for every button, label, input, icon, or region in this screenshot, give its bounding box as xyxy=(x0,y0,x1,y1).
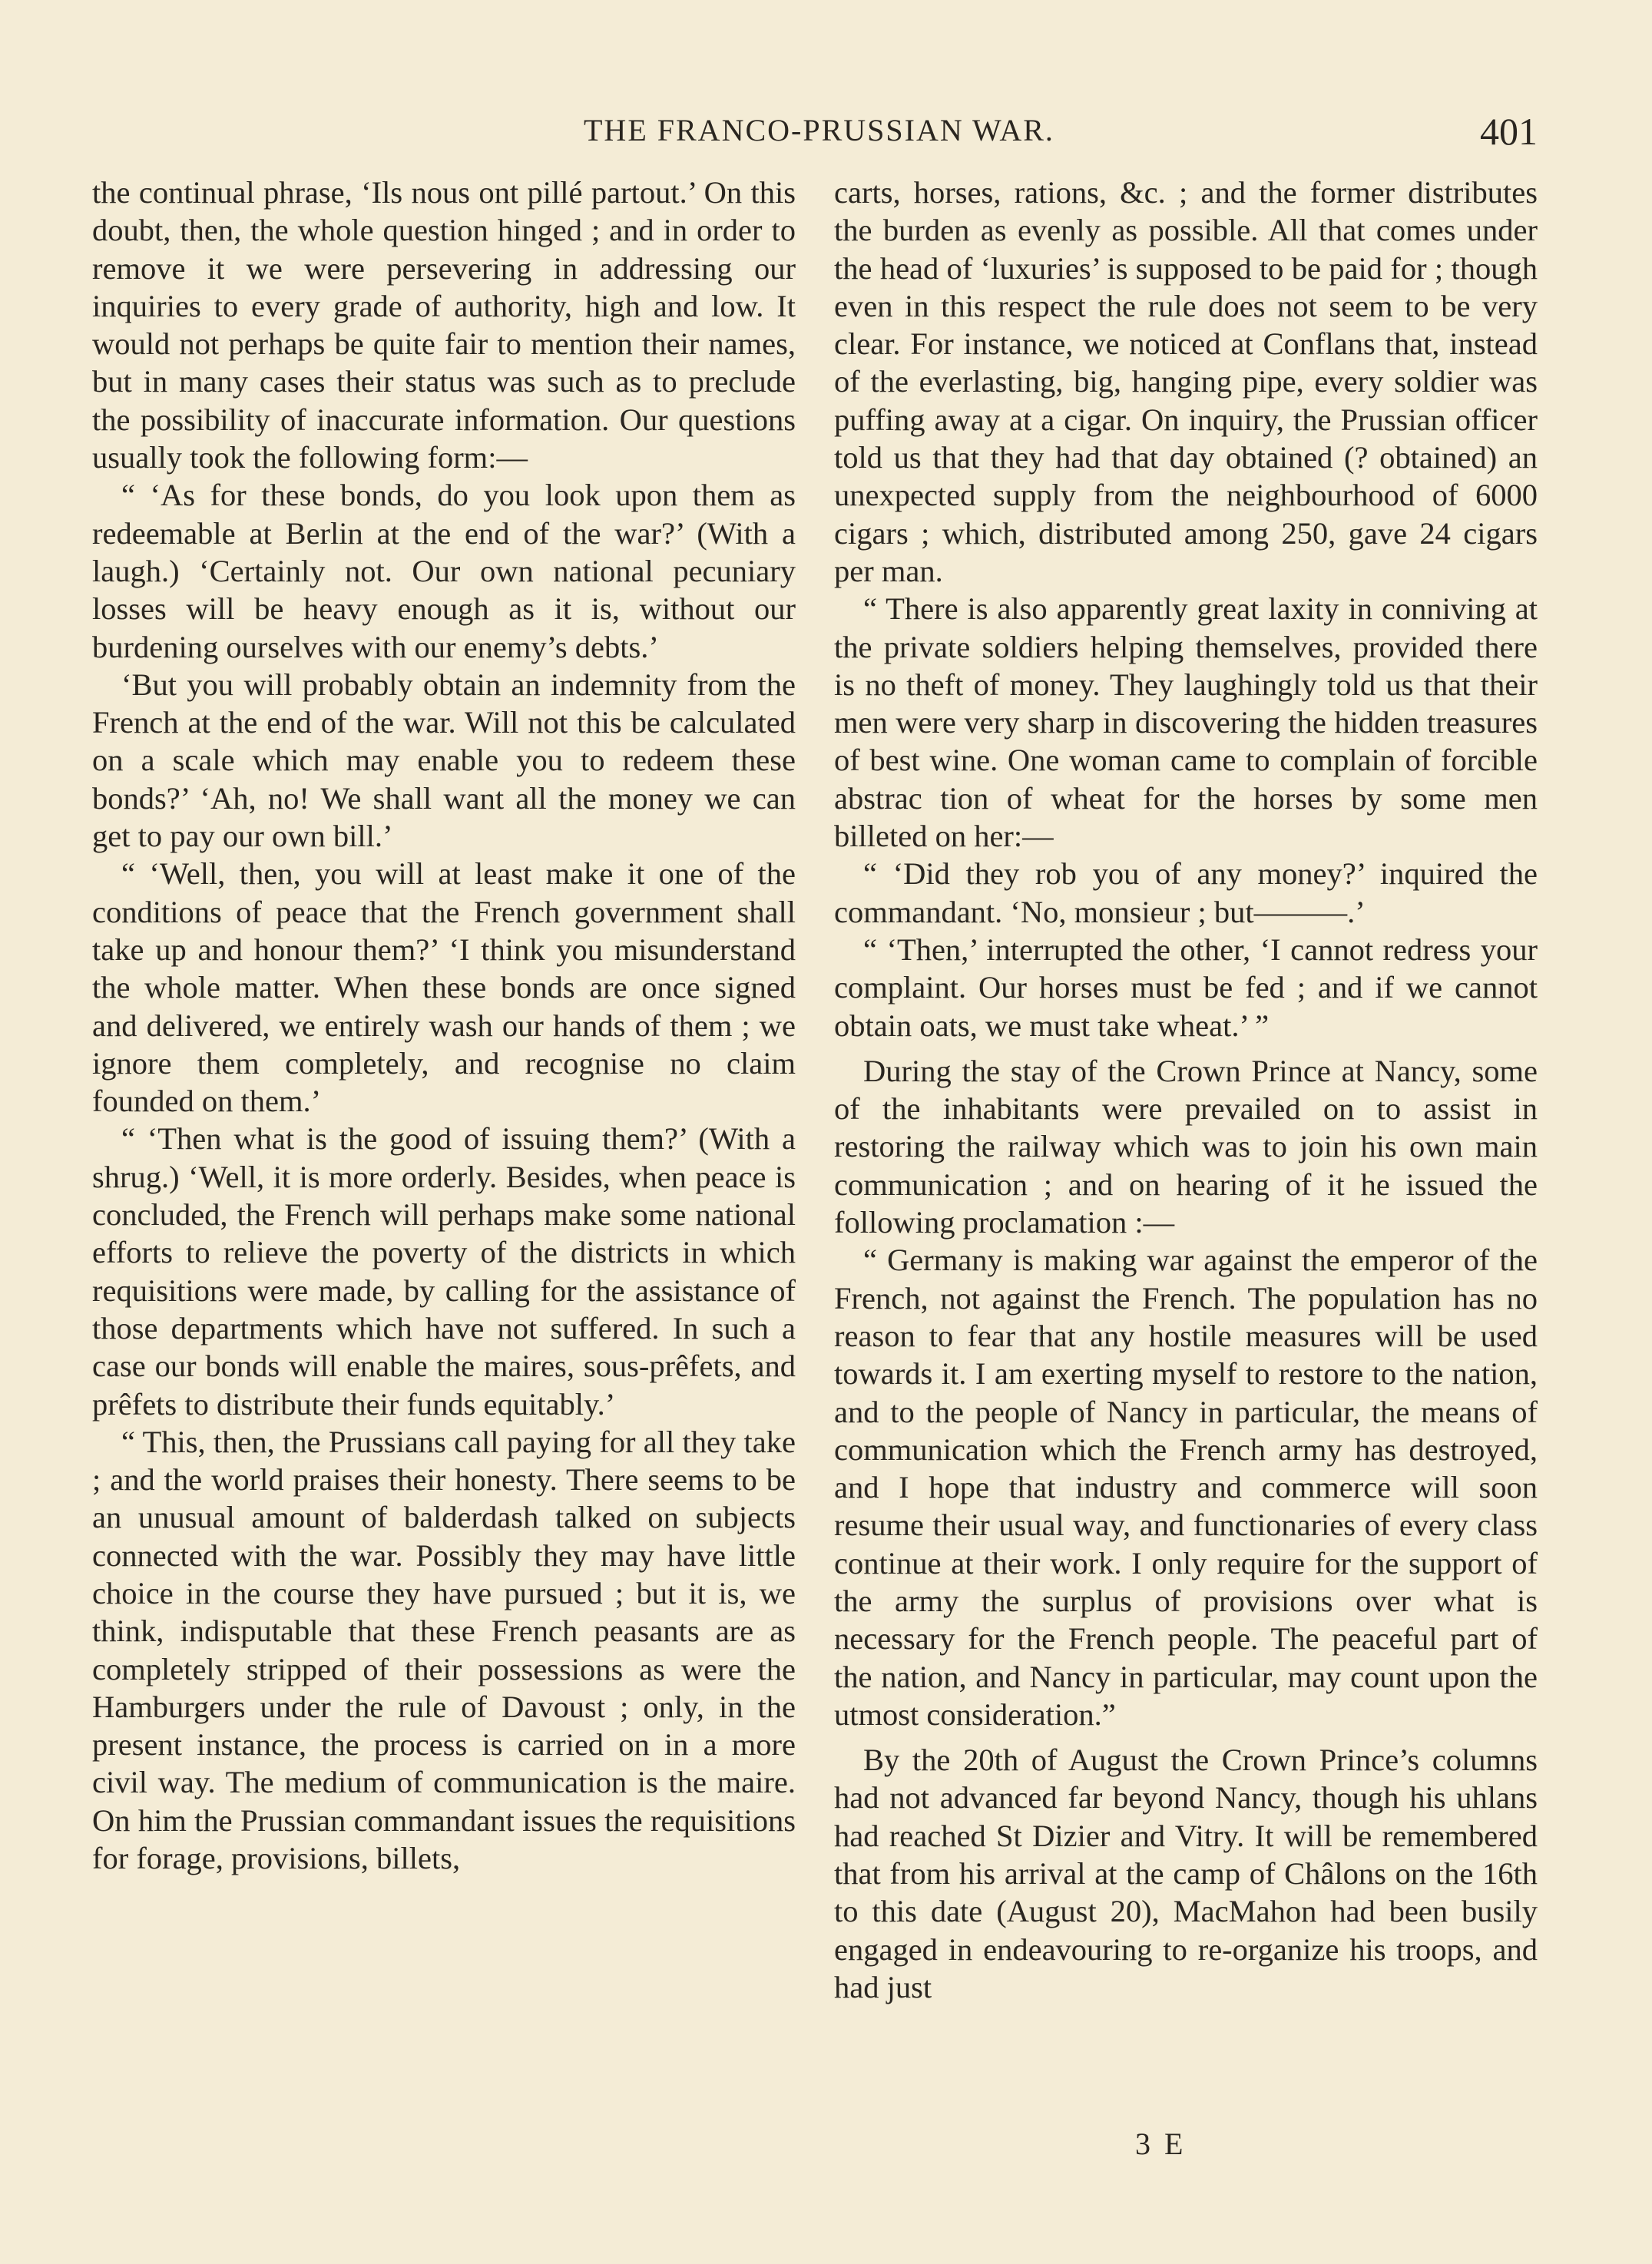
signature-mark: 3 E xyxy=(1135,2127,1187,2161)
paragraph: “ This, then, the Prussians call paying for all they take ; and the world praises their honesty. There seems to be an unusual amount of balderdash talked on subjects connected with the war. Possibly they may have little choice in the course they have pursued ; but it is, we think, indisputable that these French peasants are as completely stripped of their possessions as were the Hamburgers under the rule of Davoust ; only, in the present instance, the process is carried on in a more civil way. The medium of communication is the maire. On him the Prussian commandant issues the requisitions for forage, provisions, billets, xyxy=(92,1424,796,1876)
paragraph: ‘But you will probably obtain an indemnity from the French at the end of the war. Will not this be calculated on a scale which may enable you to redeem these bonds?’ ‘Ah, no! We shall want all the money we can get to pay our own bill.’ xyxy=(92,667,796,854)
paragraph: “ ‘Well, then, you will at least make it one of the conditions of peace that the French government shall take up and honour them?’ ‘I think you misunderstand the whole matter. When these bonds are once signed and delivered, we entirely wash our hands of them ; we ignore them completely, and recognise no claim founded on them.’ xyxy=(92,856,796,1119)
paragraph: “ ‘Did they rob you of any money?’ inquired the commandant. ‘No, monsieur ; but———.’ xyxy=(834,856,1538,929)
paragraph: “ There is also apparently great laxity in conniving at the private soldiers helping themselves, provided there is no theft of money. They laughingly told us that their men were very sharp in discovering the hidden treasures of best wine. One woman came to complain of forcible abstrac tion of wheat for the horses by some men billeted on her:— xyxy=(834,591,1538,854)
right-column xyxy=(834,174,1538,2006)
paragraph: During the stay of the Crown Prince at Nancy, some of the inhabitants were prevailed on to assist in restoring the railway which was to join his own main communication ; and on hearing of it he issued the following proclamation :— xyxy=(834,1053,1538,1240)
page-number: 401 xyxy=(1480,110,1538,153)
running-title: THE FRANCO-PRUSSIAN WAR. xyxy=(584,113,1054,147)
page-header xyxy=(92,109,1538,163)
paragraph: “ ‘As for these bonds, do you look upon them as redeemable at Berlin at the end of the war?’ (With a laugh.) ‘Certainly not. Our own national pecuniary losses will be heavy enough as it is, without our burdening ourselves with our enemy’s debts.’ xyxy=(92,478,796,664)
paragraph: “ Germany is making war against the emperor of the French, not against the French. The population has no reason to fear that any hostile measures will be used towards it. I am exerting myself to restore to the nation, and to the people of Nancy in particular, the means of communication which the French army has destroyed, and I hope that industry and commerce will soon resume their usual way, and functionaries of every class continue at their work. I only require for the support of the army the surplus of provisions over what is necessary for the French people. The peaceful part of the nation, and Nancy in particular, may count upon the utmost consideration.” xyxy=(834,1243,1538,1732)
left-column xyxy=(92,174,796,1877)
paragraph: carts, horses, rations, &c. ; and the former distributes the burden as evenly as possible. All that comes under the head of ‘luxuries’ is supposed to be paid for ; though even in this respect the rule does not seem to be very clear. For instance, we noticed at Conflans that, instead of the everlasting, big, hanging pipe, every soldier was puffing away at a cigar. On inquiry, the Prussian officer told us that they had that day obtained (? obtained) an unexpected supply from the neighbourhood of 6000 cigars ; which, distributed among 250, gave 24 cigars per man. xyxy=(834,175,1538,588)
paragraph: “ ‘Then what is the good of issuing them?’ (With a shrug.) ‘Well, it is more orderly. Besides, when peace is concluded, the French will perhaps make some national efforts to relieve the poverty of the districts in which requisitions were made, by calling for the assistance of those departments which have not suffered. In such a case our bonds will enable the maires, sous-prêfets, and prêfets to distribute their funds equitably.’ xyxy=(92,1121,796,1422)
paragraph: the continual phrase, ‘Ils nous ont pillé partout.’ On this doubt, then, the whole question hinged ; and in order to remove it we were persevering in addressing our inquiries to every grade of authority, high and low. It would not perhaps be quite fair to mention their names, but in many cases their status was such as to preclude the possibility of inaccurate information. Our questions usually took the following form:— xyxy=(92,175,796,475)
paragraph: By the 20th of August the Crown Prince’s columns had not advanced far beyond Nancy, though his uhlans had reached St Dizier and Vitry. It will be remembered that from his arrival at the camp of Châlons on the 16th to this date (August 20), MacMahon had been busily engaged in endeavouring to re-organize his troops, and had just xyxy=(834,1743,1538,2004)
paragraph: “ ‘Then,’ interrupted the other, ‘I cannot redress your complaint. Our horses must be fed ; and if we cannot obtain oats, we must take wheat.’ ” xyxy=(834,932,1538,1043)
